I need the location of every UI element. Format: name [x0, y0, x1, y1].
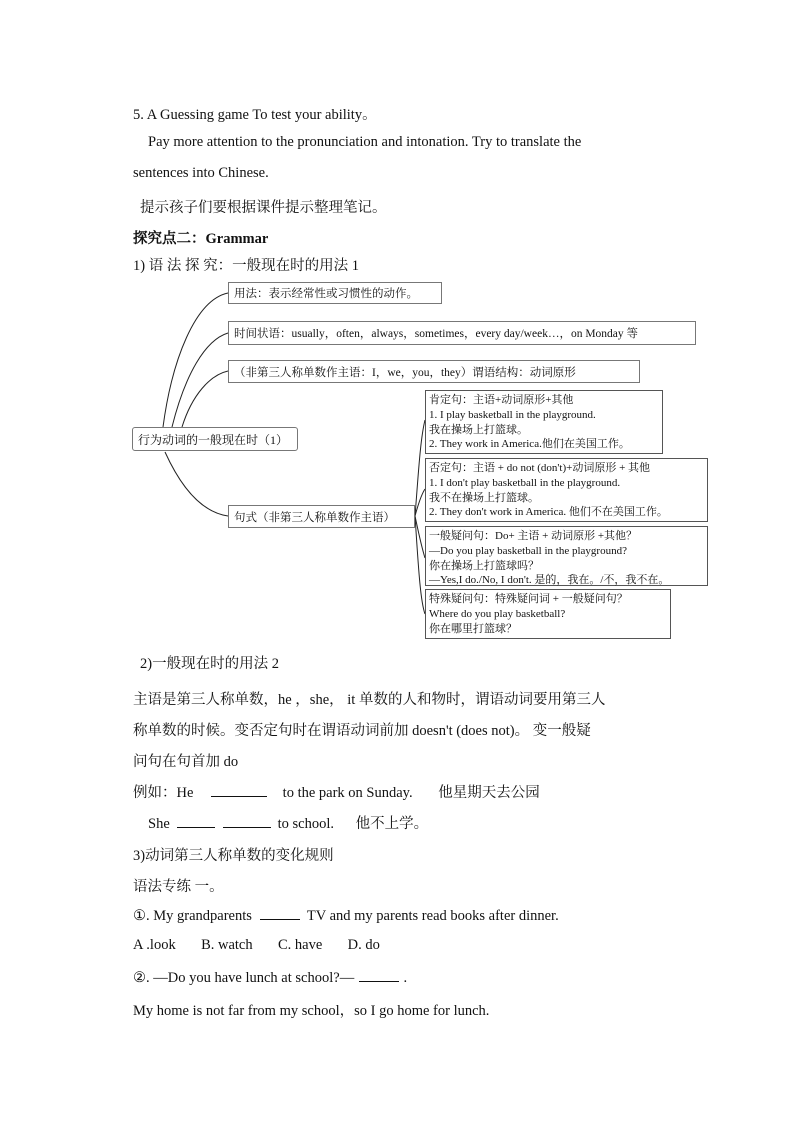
example1	[133, 781, 540, 802]
negative-line: 1. I don't play basketball in the playground.	[429, 476, 621, 489]
question-2	[133, 968, 407, 987]
general-question-line: 你在操场上打篮球吗？	[429, 559, 539, 572]
mindmap-center: 行为动词的一般现在时（1）	[132, 427, 298, 451]
affirmative-line: 1. I play basketball in the playground.	[429, 408, 596, 421]
usage2-p1: 主语是第三人称单数，he ，she， it 单数的人和物时，谓语动词要用第三人	[133, 692, 606, 708]
special-question-line: 你在哪里打篮球？	[429, 622, 517, 635]
general-question-line: 一般疑问句：Do+ 主语 + 动词原形 +其他？	[429, 530, 638, 542]
question-1	[133, 906, 559, 925]
question-1-options: A .look B. watch C. have D. do	[133, 937, 380, 953]
example2-prefix: She	[148, 816, 170, 832]
general-question-box	[425, 526, 708, 586]
section5-tip: 提示孩子们要根据课件提示整理笔记。	[140, 200, 387, 216]
example2-blank-1[interactable]	[177, 814, 215, 828]
usage2-heading: 2)一般现在时的用法 2	[140, 656, 279, 672]
negative-box	[425, 458, 708, 522]
explore-sub1: 1) 语 法 探 究：一般现在时的用法 1	[133, 258, 359, 274]
mindmap-branch-time: 时间状语：usually，often，always，sometimes，every day/week…，on Monday 等	[228, 321, 696, 345]
example2-cn: 他不上学。	[355, 816, 429, 832]
negative-line: 2. They don't work in America. 他们不在美国工作。	[429, 506, 668, 519]
negative-line: 我不在操场上打篮球。	[429, 491, 539, 504]
special-question-line: Where do you play basketball?	[429, 607, 566, 620]
mindmap-branch-pattern: 句式（非第三人称单数作主语）	[228, 505, 415, 528]
explore-heading: 探究点二：Grammar	[133, 231, 269, 247]
question-1-blank[interactable]	[260, 906, 300, 920]
example1-cn: 他星期天去公园	[438, 785, 540, 801]
affirmative-line: 肯定句：主语+动词原形+其他	[429, 394, 574, 406]
section5-instruction-line1: Pay more attention to the pronunciation and intonation. Try to translate the	[148, 134, 582, 150]
usage2-p3: 问句在句首加 do	[133, 754, 239, 770]
section5-title: 5. A Guessing game To test your ability。	[133, 107, 377, 123]
section5-instruction-line2: sentences into Chinese.	[133, 165, 269, 181]
mindmap-branch-usage: 用法：表示经常性或习惯性的动作。	[228, 282, 442, 304]
affirmative-box	[425, 390, 663, 454]
example2	[148, 812, 428, 833]
example2-suffix: to school.	[277, 816, 335, 832]
affirmative-line: 2. They work in America.他们在美国工作。	[429, 438, 630, 451]
usage2-p2: 称单数的时候。变否定句时在谓语动词前加 doesn't (does not)。 变一般疑	[133, 723, 591, 739]
example2-blank-2[interactable]	[223, 814, 271, 828]
special-question-box	[425, 589, 671, 639]
rules3-heading: 3)动词第三人称单数的变化规则	[133, 848, 334, 864]
example1-suffix: to the park on Sunday.	[282, 785, 413, 801]
general-question-line: —Yes,I do./No, I don't. 是的，我在。/不，我不在。	[429, 574, 670, 587]
example1-blank[interactable]	[211, 783, 267, 797]
question-1-prefix: ①. My grandparents	[133, 908, 252, 924]
special-question-line: 特殊疑问句：特殊疑问词 + 一般疑问句？	[429, 593, 628, 605]
mindmap-branch-subject: （非第三人称单数作主语：I，we，you，they）谓语结构：动词原形	[228, 360, 640, 383]
practice-heading: 语法专练 一。	[133, 879, 224, 895]
negative-line: 否定句：主语 + do not (don't)+动词原形 + 其他	[429, 462, 651, 474]
example1-prefix: 例如：He	[133, 785, 194, 801]
question-2-prefix: ②. —Do you have lunch at school?—	[133, 970, 355, 986]
affirmative-line: 我在操场上打篮球。	[429, 423, 528, 436]
question-2-suffix: .	[403, 970, 408, 986]
question-1-suffix: TV and my parents read books after dinner.	[306, 908, 559, 924]
general-question-line: —Do you play basketball in the playground?	[429, 544, 627, 557]
question-2-blank[interactable]	[359, 968, 399, 982]
question-2-line2: My home is not far from my school，so I go home for lunch.	[133, 1003, 490, 1019]
